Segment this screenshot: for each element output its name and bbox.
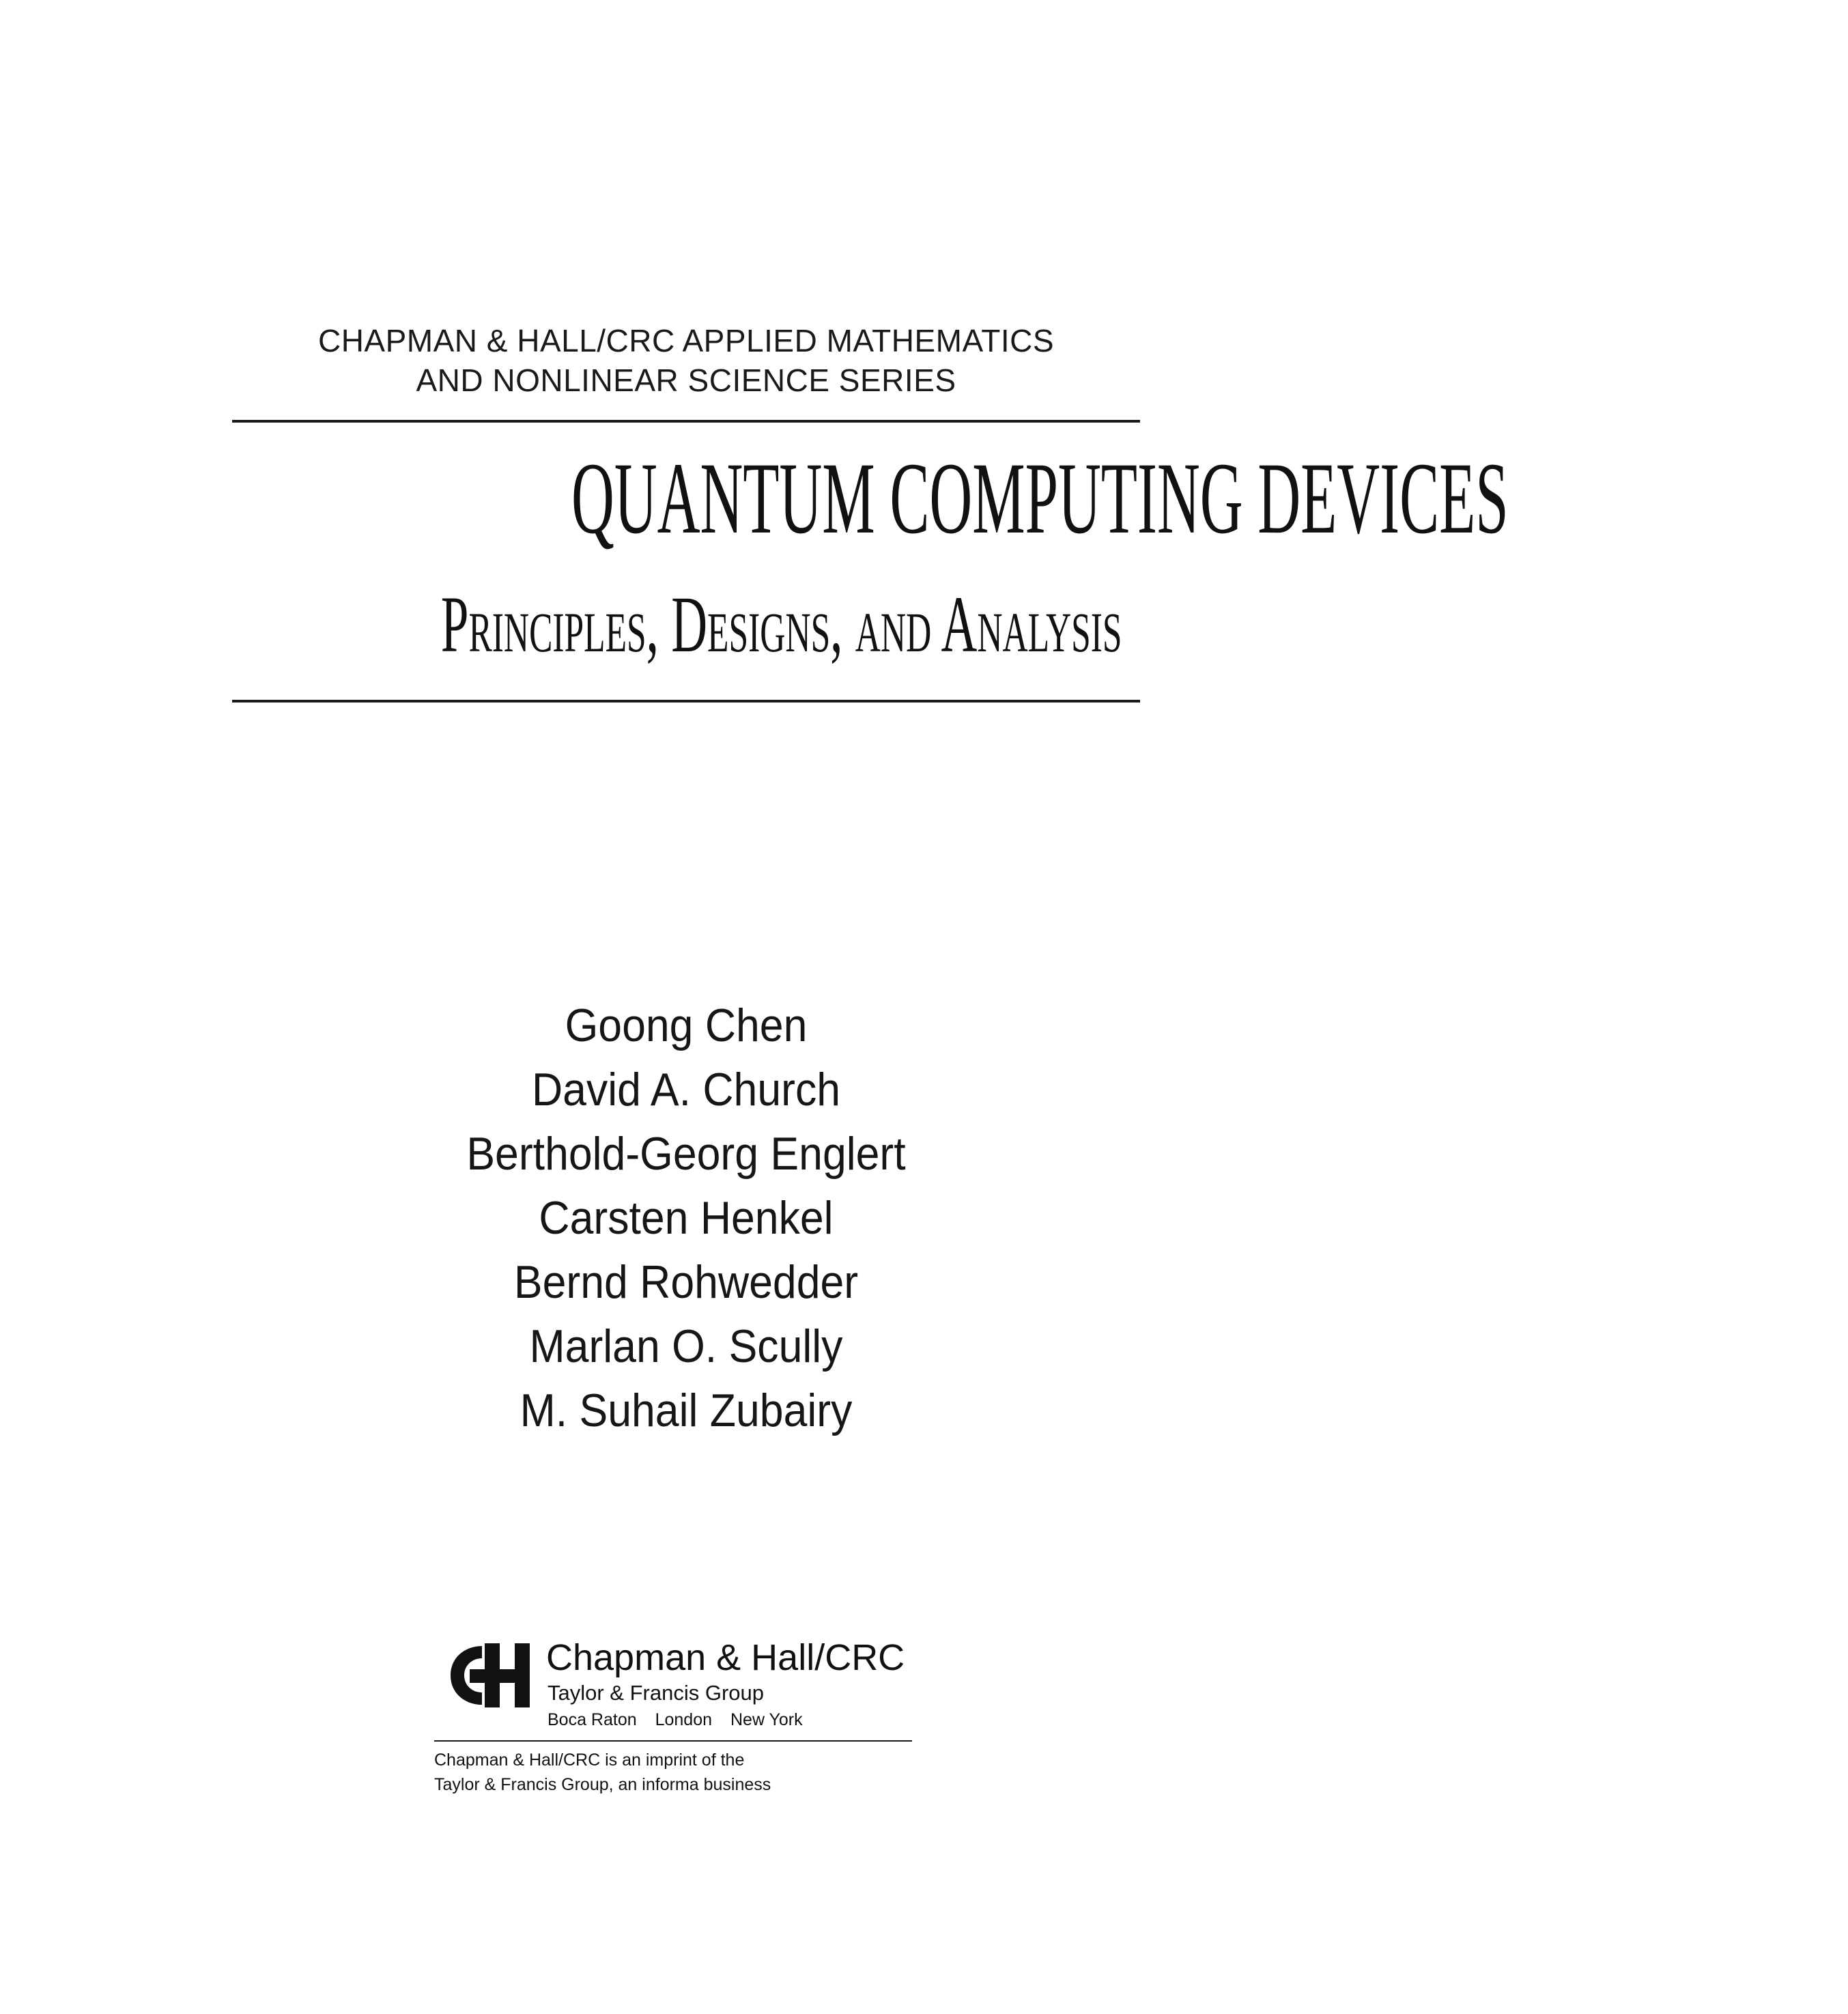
book-title: [232, 440, 1509, 556]
publisher-cities: [548, 1709, 816, 1731]
publisher-rule: [434, 1740, 912, 1742]
series-title: [232, 321, 1140, 400]
publisher-city: Boca Raton: [548, 1710, 637, 1729]
title-bottom-rule: [232, 700, 1140, 703]
author-list: [232, 993, 1140, 1443]
book-subtitle-text: Principles, Designs, and Analysis: [440, 580, 1122, 669]
imprint-line-1: Chapman & Hall/CRC is an imprint of the: [434, 1750, 745, 1770]
author-name: Goong Chen: [565, 999, 808, 1051]
author-name: Marlan O. Scully: [529, 1320, 843, 1372]
author-name: Berthold-Georg Englert: [466, 1128, 906, 1180]
publisher-name: Chapman & Hall/CRC: [546, 1637, 905, 1678]
author-name: Bernd Rohwedder: [513, 1256, 859, 1308]
imprint-note: [434, 1748, 771, 1797]
publisher-group: Taylor & Francis Group: [548, 1681, 764, 1705]
author-name: M. Suhail Zubairy: [520, 1385, 853, 1436]
publisher-city: London: [655, 1710, 713, 1729]
title-top-rule: [232, 420, 1140, 423]
publisher-city: New York: [730, 1710, 803, 1729]
book-subtitle: [232, 577, 1140, 672]
author-name: Carsten Henkel: [539, 1192, 834, 1244]
book-title-text: QUANTUM COMPUTING DEVICES: [571, 442, 1509, 555]
author-name: David A. Church: [531, 1064, 841, 1116]
imprint-line-2: Taylor & Francis Group, an informa business: [434, 1775, 771, 1794]
series-title-line-2: AND NONLINEAR SCIENCE SERIES: [416, 363, 956, 398]
publisher-logo-icon: [446, 1639, 534, 1712]
series-title-line-1: CHAPMAN & HALL/CRC APPLIED MATHEMATICS: [317, 323, 1055, 358]
